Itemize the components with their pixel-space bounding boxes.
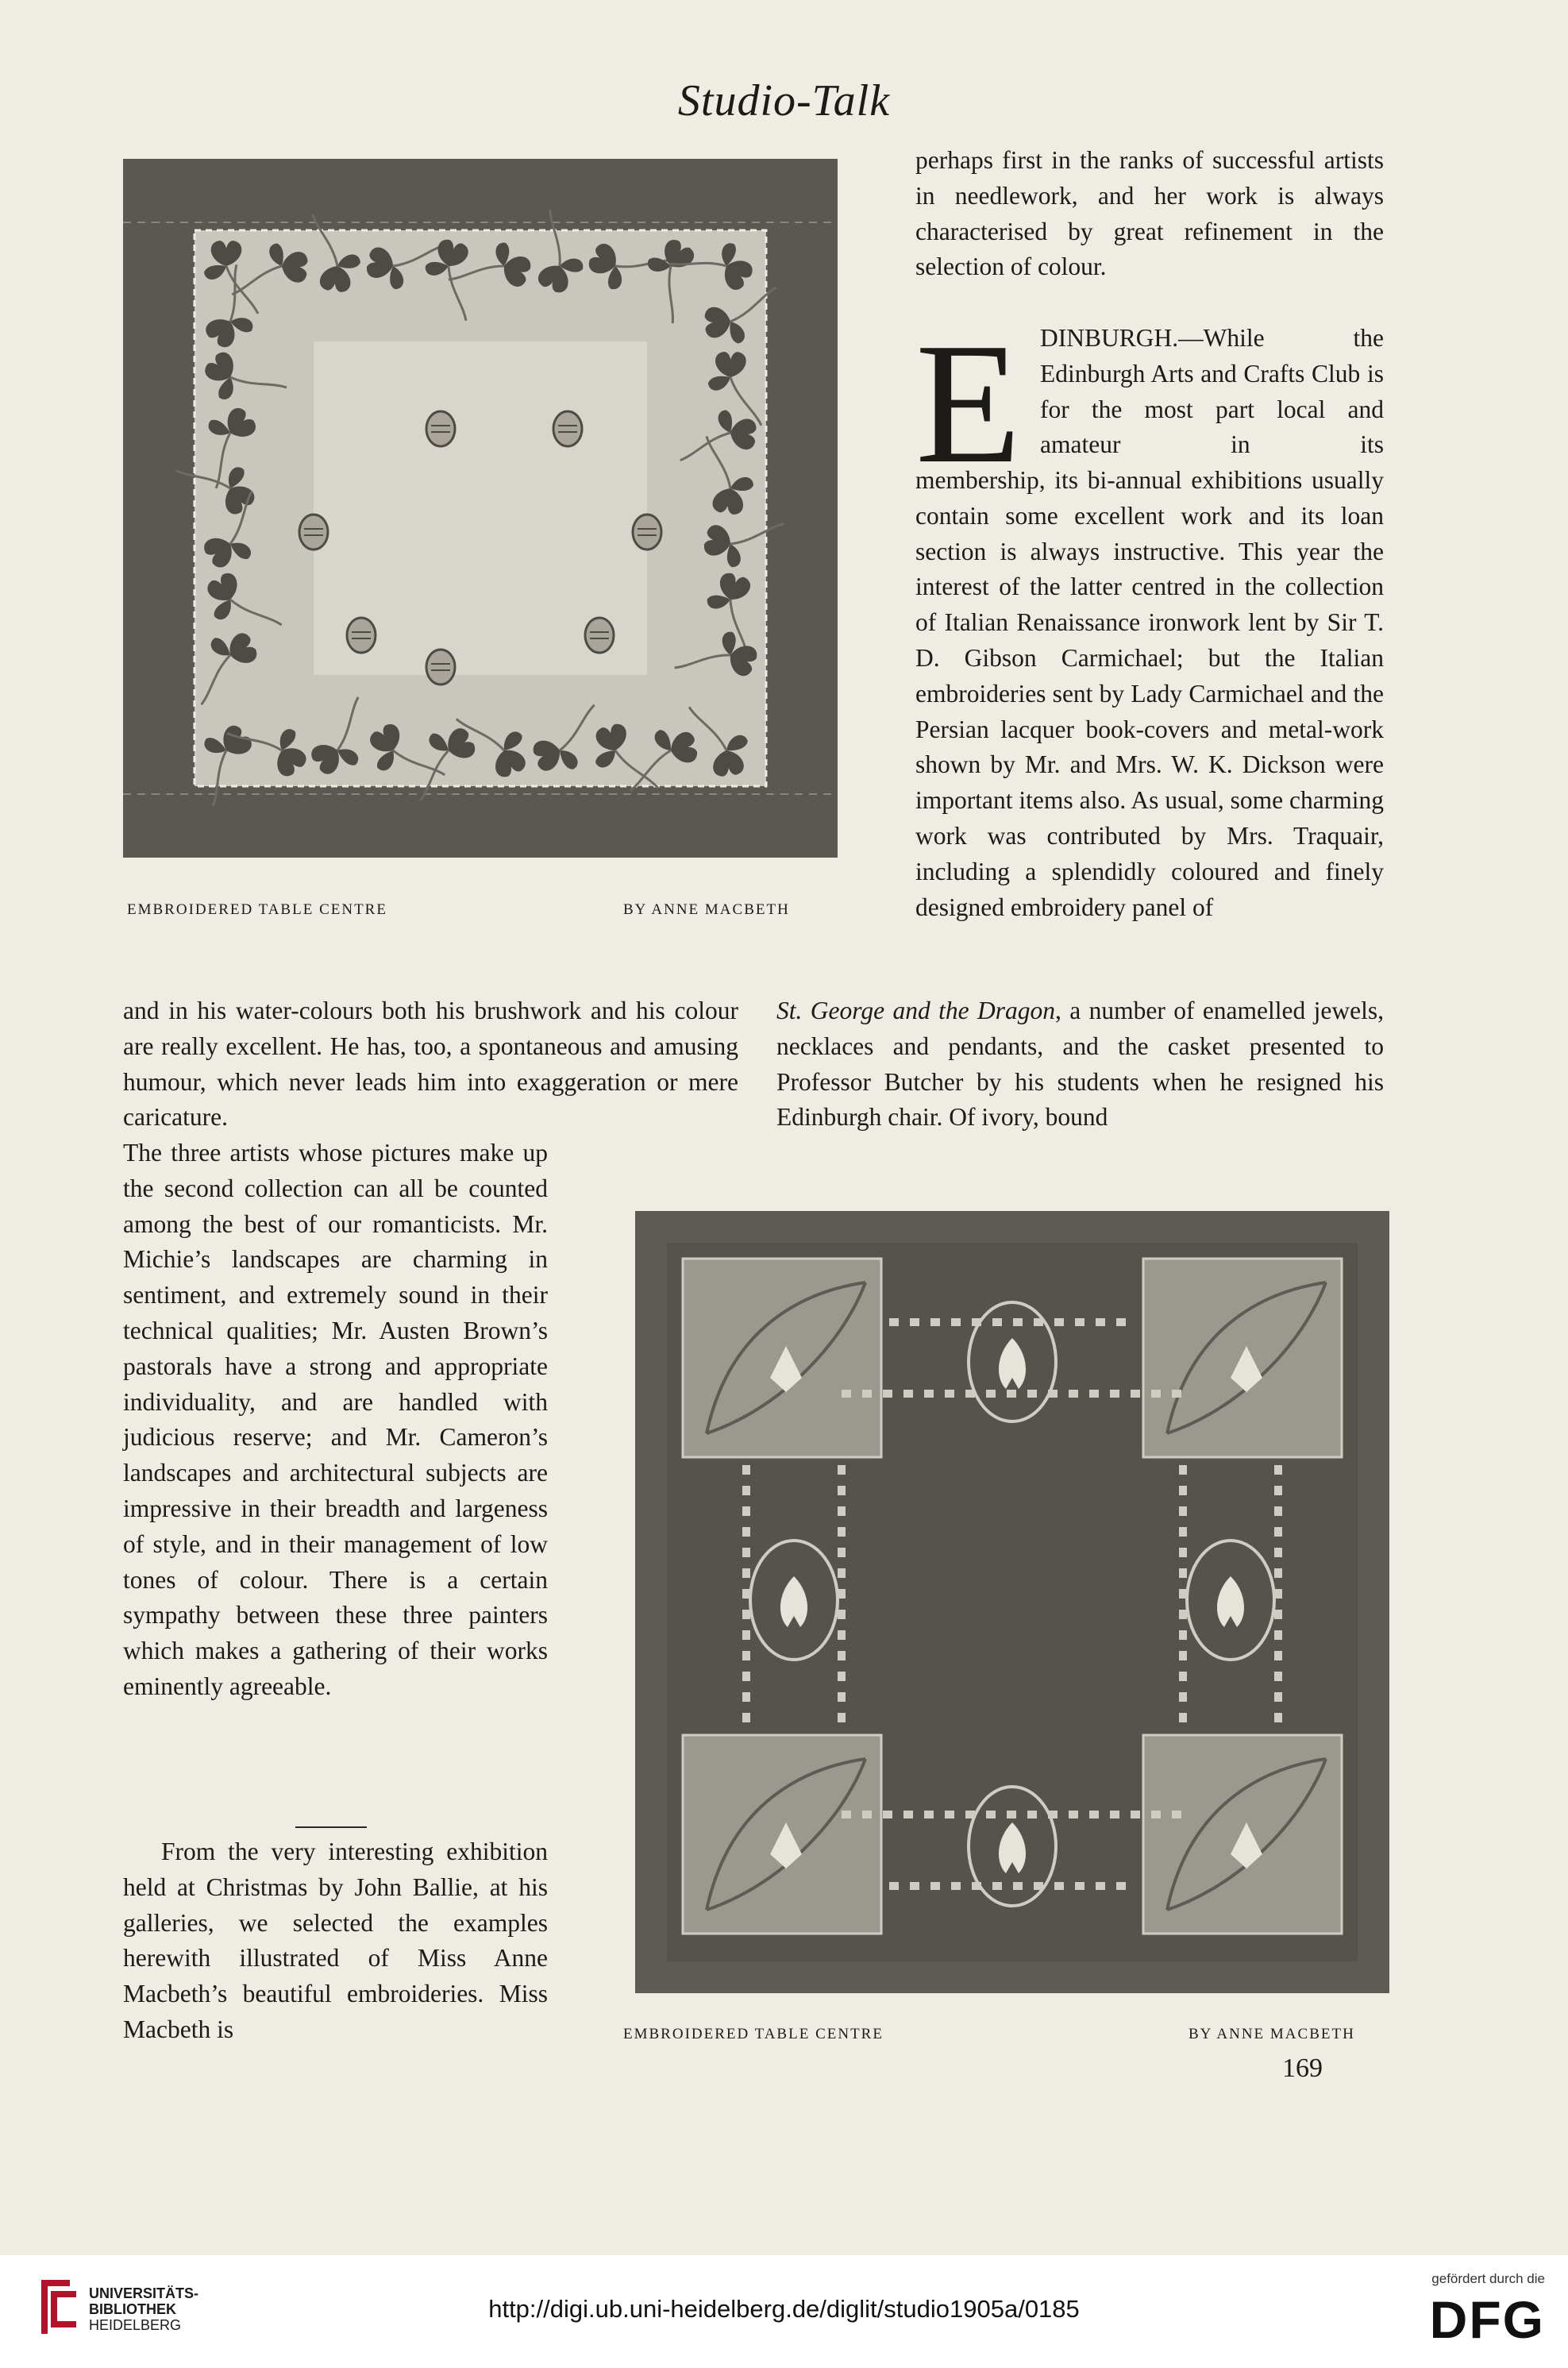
section-divider — [295, 1826, 367, 1828]
library-name-line-1: UNIVERSITÄTS- — [89, 2285, 199, 2301]
figure-embroidery-snowdrop — [635, 1211, 1389, 1993]
corner-square — [683, 1735, 881, 1934]
clover-flower — [553, 411, 582, 446]
library-name-line-2: BIBLIOTHEK — [89, 2301, 176, 2317]
corner-square — [683, 1259, 881, 1457]
paragraph-edinburgh-text: membership, its bi-annual exhibitions usually contain some excellent work and its loan section is always instructive. This year the interest of the latter centred in the collection of Italian Renaissance ironwork lent by Sir T. D. Gibson Carmichael; but the Italian embroideries sent by Lady Carmichael and the Persian lacquer book-covers and metal-work shown by Mr. and Mrs. W. K. Dickson were important items also. As usual, some charming work was contributed by Mrs. Traquair, including a splendidly coloured and finely designed embroidery panel of — [915, 466, 1384, 921]
clover-flower — [426, 650, 455, 685]
figure-1-caption-title: EMBROIDERED TABLE CENTRE — [127, 901, 387, 918]
paragraph-ballie-exhibition: From the very interesting exhibition held at Christmas by John Ballie, at his galleries, we selected the examples herewith illustrated of Miss Anne Macbeth’s beautiful embroideries. Miss Macbeth is — [123, 1838, 548, 2043]
paragraph-edinburgh-opening: DINBURGH.—While the Edinburgh Arts and Crafts Club is for the most part local and amateur in its — [1040, 324, 1384, 459]
library-name-line-3: HEIDELBERG — [89, 2317, 182, 2333]
clover-flower — [347, 618, 376, 653]
dfg-logo: DFG — [1429, 2290, 1545, 2349]
clover-flower — [585, 618, 614, 653]
paragraph-water-colours: and in his water-colours both his brushwork and his colour are really excellent. He has, too, a spontaneous and amusing humour, which never leads him into exaggeration or mere caricature. — [123, 997, 738, 1132]
embroidery-snowdrop-image — [635, 1211, 1389, 1993]
paragraph-edinburgh-tail: , a number of enamelled jewels, necklaces and pendants, and the casket presented to Professor Butcher by his students when he resigned his Edinburgh chair. Of ivory, bound — [776, 997, 1384, 1132]
funded-by-label: gefördert durch die — [1431, 2271, 1545, 2286]
embroidery-clover-image — [123, 159, 838, 858]
paragraph-edinburgh-continued — [776, 993, 1384, 1136]
paragraph-macbeth-refinement: perhaps first in the ranks of successful artists in needlework, and her work is always characterised by great refinement in the selection of colour. — [915, 146, 1384, 281]
permalink-url[interactable]: http://digi.ub.uni-heidelberg.de/diglit/studio1905a/0185 — [488, 2295, 1080, 2323]
figure-1-caption-credit: BY ANNE MACBETH — [623, 901, 790, 918]
work-title-st-george: St. George and the Dragon — [776, 997, 1055, 1024]
paragraph-three-artists: The three artists whose pictures make up the second collection can all be counted among the best of our romanticists. Mr. Michie’s landscapes are charming in sentiment, and extremely sound in their technical qualities; Mr. Austen Brown’s pastorals have a strong and appropriate individuality, and are handled with judicious reserve; and Mr. Cameron’s landscapes and architectural subjects are impressive in their breadth and largeness of style, and in their management of low tones of colour. There is a certain sympathy between these three painters which makes a gathering of their works eminently agreeable. — [123, 1139, 548, 1700]
figure-2-caption-credit: BY ANNE MACBETH — [1189, 2026, 1355, 2042]
running-head: Studio-Talk — [677, 76, 891, 125]
figure-embroidery-clover — [123, 159, 838, 858]
clover-flower — [426, 411, 455, 446]
clover-flower — [299, 515, 328, 550]
drop-cap: E — [915, 308, 1022, 499]
paragraph-edinburgh-body — [915, 463, 1384, 925]
page-number: 169 — [1282, 2054, 1323, 2083]
corner-square — [1143, 1259, 1342, 1457]
clover-flower — [633, 515, 661, 550]
corner-square — [1143, 1735, 1342, 1934]
figure-2-caption-title: EMBROIDERED TABLE CENTRE — [623, 2026, 884, 2042]
